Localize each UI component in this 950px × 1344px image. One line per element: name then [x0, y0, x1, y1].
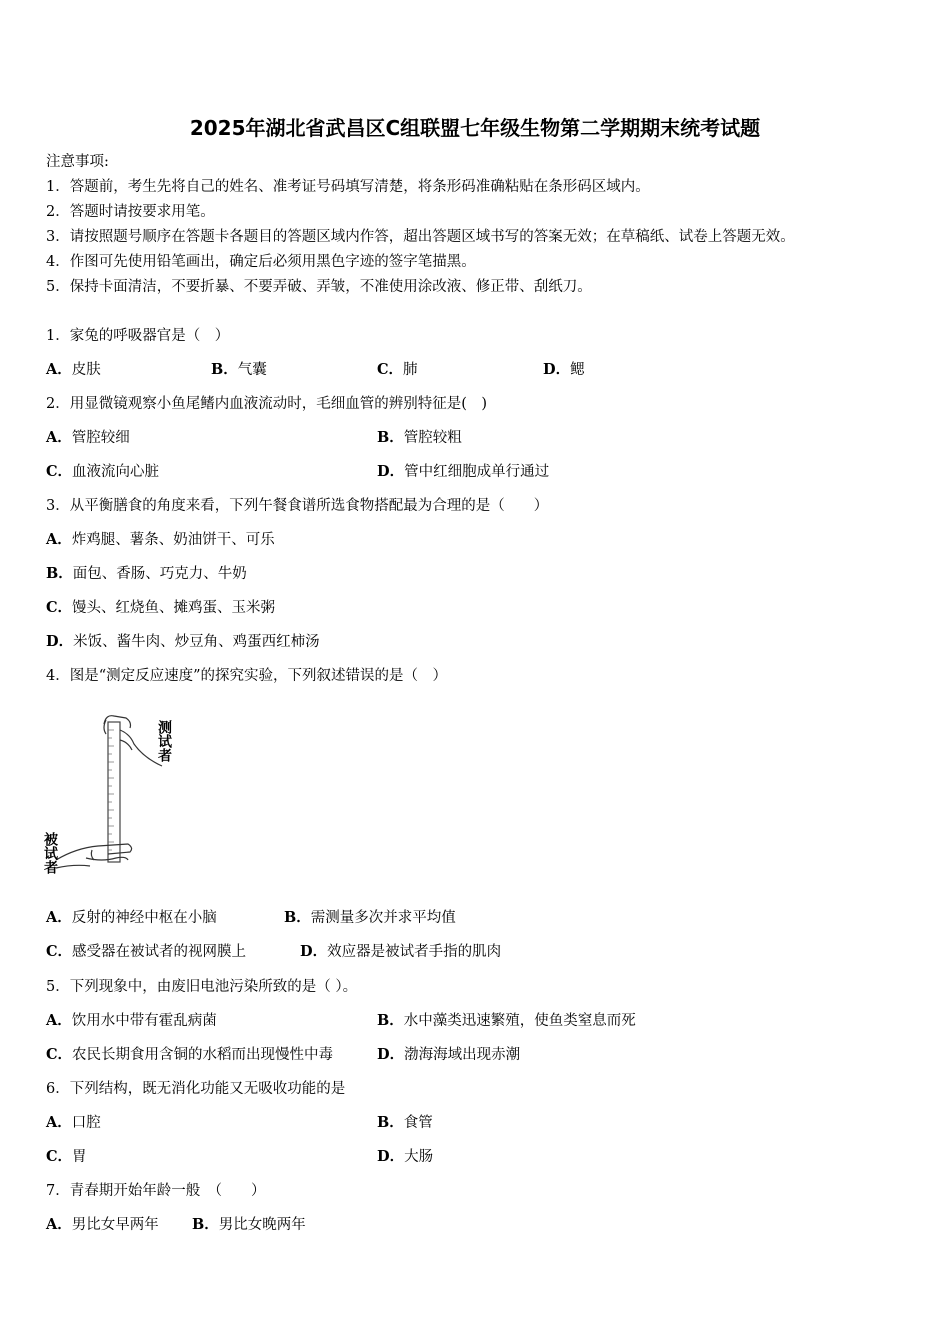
svg-text:被试者: 被试者	[42, 832, 58, 874]
option: D．效应器是被试者手指的肌肉	[300, 943, 502, 960]
option: D．米饭、酱牛肉、炒豆角、鸡蛋西红柿汤	[46, 633, 320, 650]
option: D．渤海海域出现赤潮	[377, 1046, 521, 1063]
option: B．管腔较粗	[377, 429, 462, 446]
option: D．大肠	[377, 1148, 434, 1165]
option: B．需测量多次并求平均值	[284, 909, 456, 926]
question-stem: 4．图是“测定反应速度”的探究实验，下列叙述错误的是（ ）	[46, 668, 448, 684]
option: B．水中藻类迅速繁殖，使鱼类窒息而死	[377, 1012, 636, 1029]
option: B．面包、香肠、巧克力、牛奶	[46, 565, 247, 582]
option: C．肺	[377, 361, 418, 378]
option: A．口腔	[46, 1114, 101, 1131]
notice-item: 2．答题时请按要求用笔。	[46, 204, 215, 220]
option: A．皮肤	[46, 361, 101, 378]
reaction-test-figure	[42, 700, 196, 890]
option: C．胃	[46, 1148, 87, 1165]
option: A．反射的神经中枢在小脑	[46, 909, 217, 926]
question-stem: 2．用显微镜观察小鱼尾鳍内血液流动时，毛细血管的辨别特征是( )	[46, 396, 488, 412]
notice-item: 4．作图可先使用铅笔画出，确定后必须用黑色字迹的签字笔描黑。	[46, 254, 476, 270]
option: B．男比女晚两年	[192, 1216, 306, 1233]
option: D．鳃	[543, 361, 585, 378]
option: C．血液流向心脏	[46, 463, 160, 480]
option: A．饮用水中带有霍乱病菌	[46, 1012, 217, 1029]
option: A．管腔较细	[46, 429, 130, 446]
notice-item: 1．答题前，考生先将自己的姓名、准考证号码填写清楚，将条形码准确粘贴在条形码区域内。	[46, 179, 650, 195]
option: A．炸鸡腿、薯条、奶油饼干、可乐	[46, 531, 275, 548]
question-stem: 7．青春期开始年龄一般 （ ）	[46, 1183, 266, 1199]
option: B．食管	[377, 1114, 433, 1131]
tester-hand	[104, 716, 162, 766]
option: D．管中红细胞成单行通过	[377, 463, 550, 480]
label-subject	[42, 831, 58, 875]
page-title: 2025年湖北省武昌区C组联盟七年级生物第二学期期末统考试题	[189, 116, 761, 140]
ruler	[108, 722, 120, 862]
question-stem: 1．家兔的呼吸器官是（ ）	[46, 328, 230, 344]
notice-heading: 注意事项:	[46, 154, 109, 170]
label-tester	[156, 719, 172, 763]
option: C．农民长期食用含铜的水稻而出现慢性中毒	[46, 1046, 334, 1063]
option: C．馒头、红烧鱼、摊鸡蛋、玉米粥	[46, 599, 276, 616]
option: C．感受器在被试者的视网膜上	[46, 943, 247, 960]
notice-item: 3．请按照题号顺序在答题卡各题目的答题区域内作答，超出答题区域书写的答案无效；在草稿纸、试卷上答题无效。	[46, 229, 795, 245]
option: A．男比女早两年	[46, 1216, 159, 1233]
question-stem: 3．从平衡膳食的角度来看，下列午餐食谱所选食物搭配最为合理的是（ ）	[46, 498, 549, 514]
question-stem: 6．下列结构，既无消化功能又无吸收功能的是	[46, 1081, 346, 1097]
option: B．气囊	[211, 361, 267, 378]
svg-text:测试者: 测试者	[156, 720, 172, 762]
question-stem: 5．下列现象中，由废旧电池污染所致的是（ ）。	[46, 979, 358, 995]
reaction-test-illustration	[42, 700, 196, 890]
notice-item: 5．保持卡面清洁，不要折暴、不要弄破、弄皱，不准使用涂改液、修正带、刮纸刀。	[46, 279, 592, 295]
